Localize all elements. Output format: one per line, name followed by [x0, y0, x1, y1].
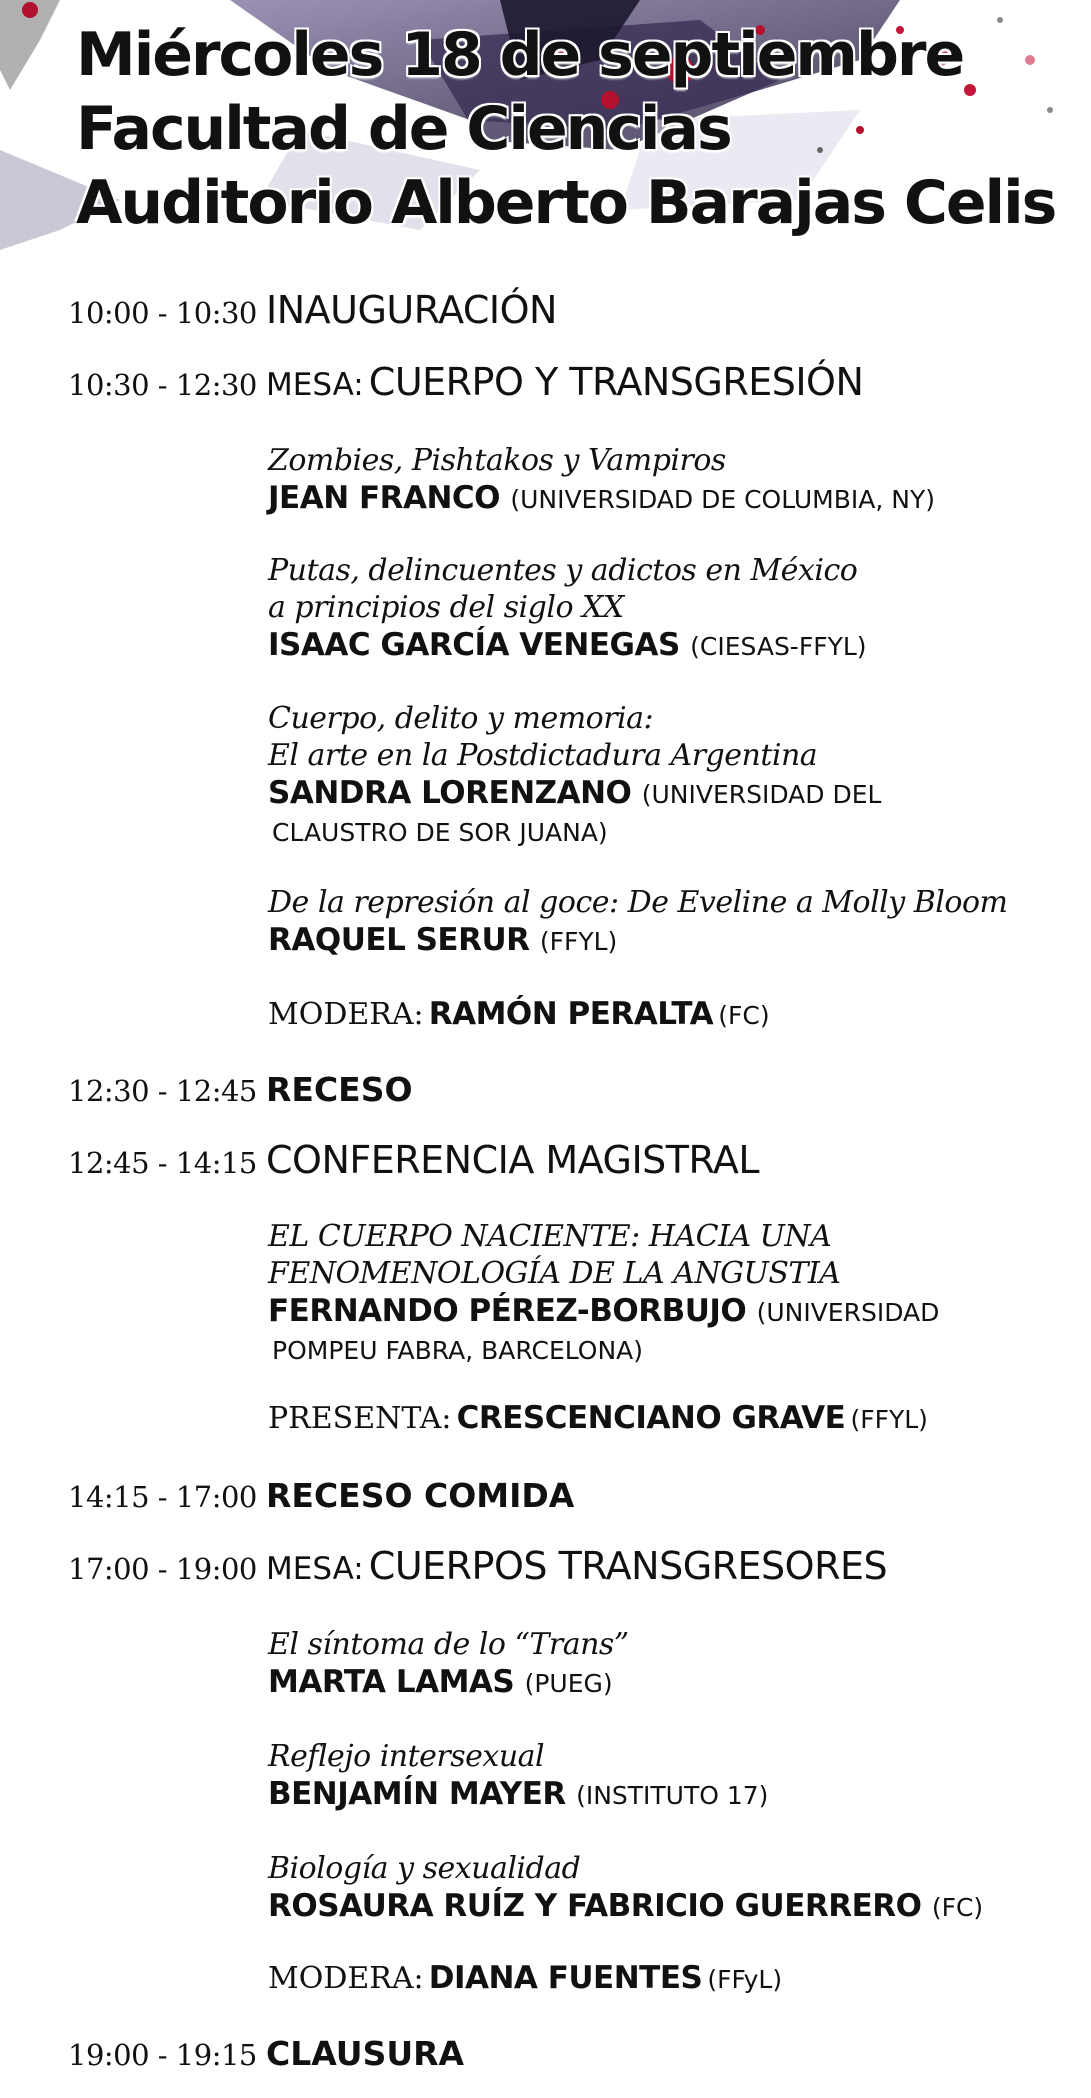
speaker-name [268, 479, 935, 519]
presenter-label: PRESENTA: [268, 1401, 452, 1436]
slot-receso [68, 1070, 413, 1109]
talk-item [268, 884, 1007, 961]
presenter-line [268, 1400, 928, 1436]
talk-item [268, 1850, 983, 1927]
speaker-label: ISAAC GARCÍA VENEGAS [268, 627, 680, 663]
speaker-name [268, 626, 867, 666]
slot-conferencia [68, 1138, 759, 1182]
mesa-title: CUERPO Y TRANSGRESIÓN [368, 360, 864, 404]
moderator-affiliation: (FFyL) [707, 1965, 783, 1994]
moderator-affiliation: (FC) [718, 1001, 770, 1030]
slot-time: 10:30 - 12:30 [68, 368, 257, 402]
header-banner [0, 0, 1091, 262]
talk-title: Biología y sexualidad [268, 1851, 581, 1886]
speaker-affiliation: (UNIVERSIDAD DE COLUMBIA, NY) [510, 485, 935, 514]
slot-time: 12:30 - 12:45 [68, 1074, 257, 1108]
talk-title-cont: a principios del siglo XX [268, 590, 624, 625]
speaker-label: RAQUEL SERUR [268, 922, 530, 958]
talk-item [268, 1626, 629, 1703]
speaker-label: SANDRA LORENZANO [268, 775, 632, 811]
speaker-affiliation: (UNIVERSIDAD DEL [641, 780, 882, 809]
speaker-name [268, 1887, 983, 1927]
slot-title: RECESO COMIDA [266, 1476, 575, 1515]
talk-item [268, 1738, 768, 1815]
event-date: Miércoles 18 de septiembre [76, 20, 964, 90]
speaker-affiliation-cont: CLAUSTRO DE SOR JUANA) [272, 818, 608, 847]
speaker-affiliation: (PUEG) [524, 1669, 613, 1698]
slot-time: 17:00 - 19:00 [68, 1552, 257, 1586]
slot-mesa-1 [68, 360, 863, 404]
presenter-affiliation: (FFYL) [850, 1405, 928, 1434]
talk-title: Reflejo intersexual [268, 1739, 545, 1774]
speaker-label: JEAN FRANCO [268, 480, 501, 516]
moderator-label: MODERA: [268, 997, 424, 1032]
event-venue: Auditorio Alberto Barajas Celis [76, 168, 1056, 238]
talk-title: Zombies, Pishtakos y Vampiros [268, 443, 726, 478]
talk-item [268, 700, 881, 852]
talk-title-cont: FENOMENOLOGÍA DE LA ANGUSTIA [268, 1256, 841, 1291]
speaker-label: BENJAMÍN MAYER [268, 1776, 566, 1812]
speaker-label: MARTA LAMAS [268, 1664, 515, 1700]
talk-title: EL CUERPO NACIENTE: HACIA UNA [268, 1219, 832, 1254]
slot-title: CLAUSURA [266, 2034, 465, 2073]
moderator-line [268, 1960, 782, 1996]
speaker-name [268, 1775, 768, 1815]
speaker-affiliation: (FFYL) [539, 927, 618, 956]
speaker-affiliation: (UNIVERSIDAD [756, 1298, 940, 1327]
mesa-prefix: MESA: [266, 1551, 364, 1587]
talk-title: De la represión al goce: De Eveline a Molly Bloom [268, 885, 1008, 920]
speaker-name [268, 774, 881, 814]
speaker-affiliation: (CIESAS-FFYL) [690, 632, 867, 661]
speaker-label: ROSAURA RUÍZ Y FABRICIO GUERRERO [268, 1888, 922, 1924]
moderator-line [268, 996, 770, 1032]
talk-item [268, 552, 867, 666]
mesa-prefix: MESA: [266, 367, 364, 403]
speaker-name [268, 1663, 629, 1703]
presenter-name: CRESCENCIANO GRAVE [456, 1400, 846, 1436]
speaker-name [268, 1292, 939, 1332]
talk-item [268, 442, 935, 519]
moderator-name: DIANA FUENTES [428, 1960, 703, 1996]
slot-title: CONFERENCIA MAGISTRAL [266, 1138, 760, 1182]
event-faculty: Facultad de Ciencias [76, 94, 731, 164]
slot-title: INAUGURACIÓN [266, 288, 557, 332]
slot-time: 12:45 - 14:15 [68, 1146, 257, 1180]
speaker-name [268, 921, 1007, 961]
slot-mesa-2 [68, 1544, 887, 1588]
slot-receso-comida [68, 1476, 574, 1515]
talk-title-cont: El arte en la Postdictadura Argentina [268, 738, 818, 773]
talk-title: El síntoma de lo “Trans” [268, 1627, 629, 1662]
slot-clausura [68, 2034, 464, 2073]
talk-item [268, 1218, 939, 1370]
slot-time: 10:00 - 10:30 [68, 296, 257, 330]
talk-title: Cuerpo, delito y memoria: [268, 701, 654, 736]
speaker-label: FERNANDO PÉREZ-BORBUJO [268, 1293, 747, 1329]
slot-time: 19:00 - 19:15 [68, 2038, 257, 2072]
slot-title: RECESO [266, 1070, 413, 1109]
moderator-name: RAMÓN PERALTA [428, 996, 714, 1032]
speaker-affiliation-cont: POMPEU FABRA, BARCELONA) [272, 1336, 644, 1365]
event-header [76, 18, 1055, 240]
slot-inauguracion [68, 288, 557, 332]
speaker-affiliation: (FC) [931, 1893, 984, 1922]
talk-title: Putas, delincuentes y adictos en México [268, 553, 858, 588]
mesa-title: CUERPOS TRANSGRESORES [368, 1544, 888, 1588]
speaker-affiliation: (INSTITUTO 17) [576, 1781, 769, 1810]
slot-time: 14:15 - 17:00 [68, 1480, 257, 1514]
moderator-label: MODERA: [268, 1961, 424, 1996]
